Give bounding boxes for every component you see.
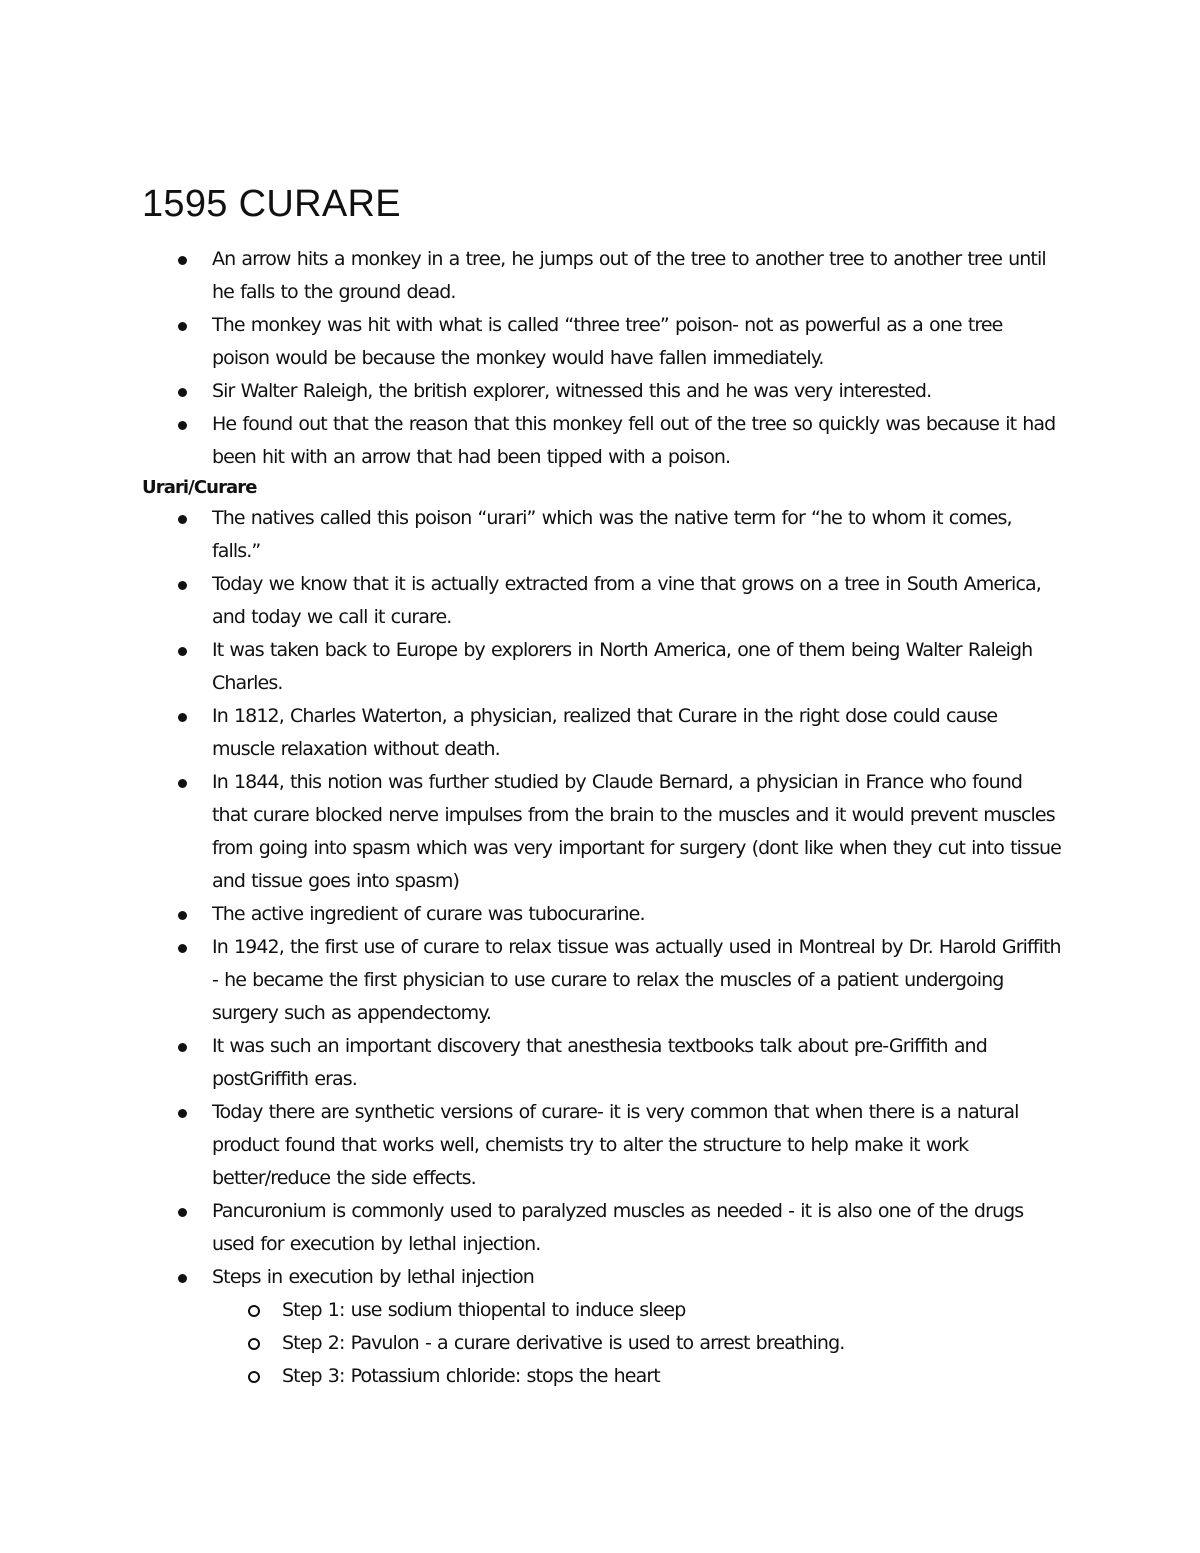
list-item	[212, 243, 1062, 309]
bullet-icon	[178, 388, 187, 397]
hollow-bullet-icon	[248, 1338, 260, 1350]
list-item	[212, 1096, 1062, 1195]
bullet-icon	[178, 779, 187, 788]
sub-list-item	[282, 1294, 1042, 1327]
list-item-text: Pancuronium is commonly used to paralyzed muscles as needed - it is also one of the drugs used for execution by lethal injection.	[212, 1200, 1024, 1255]
bullet-icon	[178, 515, 187, 524]
bullet-icon	[178, 944, 187, 953]
document-body	[0, 243, 1200, 1393]
list-item	[212, 1030, 1062, 1096]
list-item	[212, 931, 1062, 1030]
list-item-text: The active ingredient of curare was tubocurarine.	[212, 903, 645, 925]
bullet-icon	[178, 713, 187, 722]
bullet-icon	[178, 1043, 187, 1052]
bullet-icon	[178, 256, 187, 265]
list-item-text: In 1942, the first use of curare to relax tissue was actually used in Montreal by Dr. Harold Griffith - he became the first physician to use curare to relax the muscles of a patient undergoing surgery such as appendectomy.	[212, 936, 1061, 1024]
list-item	[212, 309, 1062, 375]
sub-list-item-text: Step 1: use sodium thiopental to induce sleep	[282, 1299, 686, 1321]
list-item-text: It was such an important discovery that anesthesia textbooks talk about pre-Griffith and postGriffith eras.	[212, 1035, 987, 1090]
bullet-icon	[178, 647, 187, 656]
sub-list-item	[282, 1327, 1042, 1360]
hollow-bullet-icon	[248, 1371, 260, 1383]
list-item	[212, 766, 1062, 898]
list-item-text: In 1812, Charles Waterton, a physician, realized that Curare in the right dose could cause muscle relaxation without death.	[212, 705, 998, 760]
bullet-list-curare	[0, 502, 1200, 1393]
list-item-text: An arrow hits a monkey in a tree, he jumps out of the tree to another tree to another tree until he falls to the ground dead.	[212, 248, 1046, 303]
list-item	[212, 408, 1062, 474]
list-item	[212, 568, 1062, 634]
list-item	[212, 898, 1062, 931]
list-item-text: Today we know that it is actually extracted from a vine that grows on a tree in South America, and today we call it curare.	[212, 573, 1041, 628]
bullet-icon	[178, 1109, 187, 1118]
list-item	[212, 502, 1062, 568]
list-item	[212, 375, 1062, 408]
bullet-icon	[178, 322, 187, 331]
list-item	[212, 1261, 1062, 1393]
hollow-bullet-icon	[248, 1305, 260, 1317]
document-title: 1595 CURARE	[142, 183, 401, 225]
bullet-icon	[178, 581, 187, 590]
list-item	[212, 1195, 1062, 1261]
bullet-icon	[178, 1208, 187, 1217]
bullet-list-intro	[0, 243, 1200, 474]
sub-list-execution-steps	[212, 1294, 1062, 1393]
list-item-text: Sir Walter Raleigh, the british explorer, witnessed this and he was very interested.	[212, 380, 932, 402]
bullet-icon	[178, 911, 187, 920]
bullet-icon	[178, 1274, 187, 1283]
list-item	[212, 634, 1062, 700]
sub-list-item-text: Step 3: Potassium chloride: stops the heart	[282, 1365, 660, 1387]
list-item-text: It was taken back to Europe by explorers in North America, one of them being Walter Raleigh Charles.	[212, 639, 1033, 694]
list-item-text: Today there are synthetic versions of curare- it is very common that when there is a natural product found that works well, chemists try to alter the structure to help make it work better/reduce the side effects.	[212, 1101, 1019, 1189]
list-item-text: The monkey was hit with what is called “three tree” poison- not as powerful as a one tree poison would be because the monkey would have fallen immediately.	[212, 314, 1003, 369]
sub-list-item	[282, 1360, 1042, 1393]
list-item-text: In 1844, this notion was further studied by Claude Bernard, a physician in France who found that curare blocked nerve impulses from the brain to the muscles and it would prevent muscles from going into spasm which was very important for surgery (dont like when they cut into tissue and tissue goes into spasm)	[212, 771, 1061, 892]
bullet-icon	[178, 421, 187, 430]
sub-list-item-text: Step 2: Pavulon - a curare derivative is used to arrest breathing.	[282, 1332, 845, 1354]
list-item-text: The natives called this poison “urari” which was the native term for “he to whom it comes, falls.”	[212, 507, 1012, 562]
list-item	[212, 700, 1062, 766]
list-item-text: Steps in execution by lethal injection	[212, 1266, 534, 1288]
list-item-text: He found out that the reason that this monkey fell out of the tree so quickly was because it had been hit with an arrow that had been tipped with a poison.	[212, 413, 1056, 468]
section-heading: Urari/Curare	[142, 477, 257, 498]
